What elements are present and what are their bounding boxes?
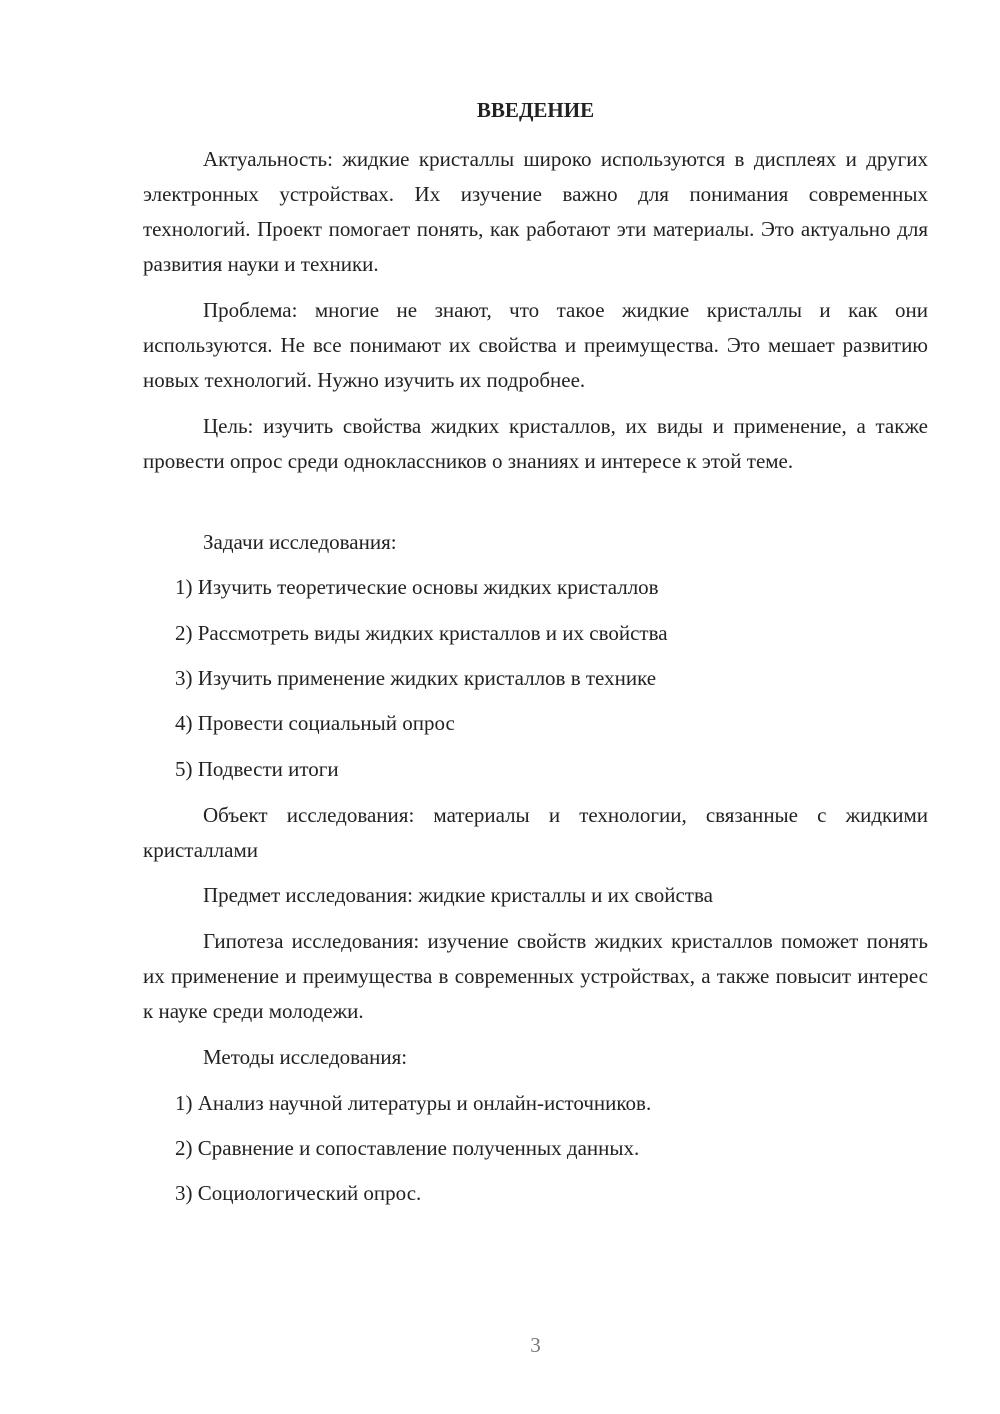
task-item: 2) Рассмотреть виды жидких кристаллов и их свойства [175, 621, 668, 645]
problem-paragraph: Проблема: многие не знают, что такое жидкие кристаллы и как они используются. Не все понимают их свойства и преимущества. Это мешает развитию новых технологий. Нужно изучить их подробнее. [143, 298, 928, 392]
relevance-paragraph: Актуальность: жидкие кристаллы широко используются в дисплеях и других электронных устройствах. Их изучение важно для понимания современных технологий. Проект помогает понять, как работают эти материалы. Это актуально для развития науки и техники. [143, 147, 928, 276]
task-item: 3) Изучить применение жидких кристаллов в технике [175, 666, 657, 690]
tasks-heading: Задачи исследования: [203, 530, 397, 554]
method-item: 1) Анализ научной литературы и онлайн-источников. [175, 1091, 652, 1115]
methods-heading: Методы исследования: [203, 1045, 408, 1069]
method-item: 2) Сравнение и сопоставление полученных данных. [175, 1136, 640, 1160]
method-item: 3) Социологический опрос. [175, 1181, 422, 1205]
page-number: 3 [530, 1333, 541, 1357]
task-item: 5) Подвести итоги [175, 757, 339, 781]
hypothesis-paragraph: Гипотеза исследования: изучение свойств жидких кристаллов поможет понять их применение и преимущества в современных устройствах, а также повысит интерес к науке среди молодежи. [143, 929, 928, 1023]
task-item: 1) Изучить теоретические основы жидких кристаллов [175, 575, 659, 599]
object-paragraph: Объект исследования: материалы и технологии, связанные с жидкими кристаллами [143, 803, 928, 862]
goal-paragraph: Цель: изучить свойства жидких кристаллов, их виды и применение, а также провести опрос среди одноклассников о знаниях и интересе к этой теме. [143, 414, 928, 473]
page-title: ВВЕДЕНИЕ [476, 98, 595, 122]
subject-paragraph: Предмет исследования: жидкие кристаллы и их свойства [203, 883, 713, 907]
document-page [143, 0, 928, 1414]
task-item: 4) Провести социальный опрос [175, 711, 455, 735]
